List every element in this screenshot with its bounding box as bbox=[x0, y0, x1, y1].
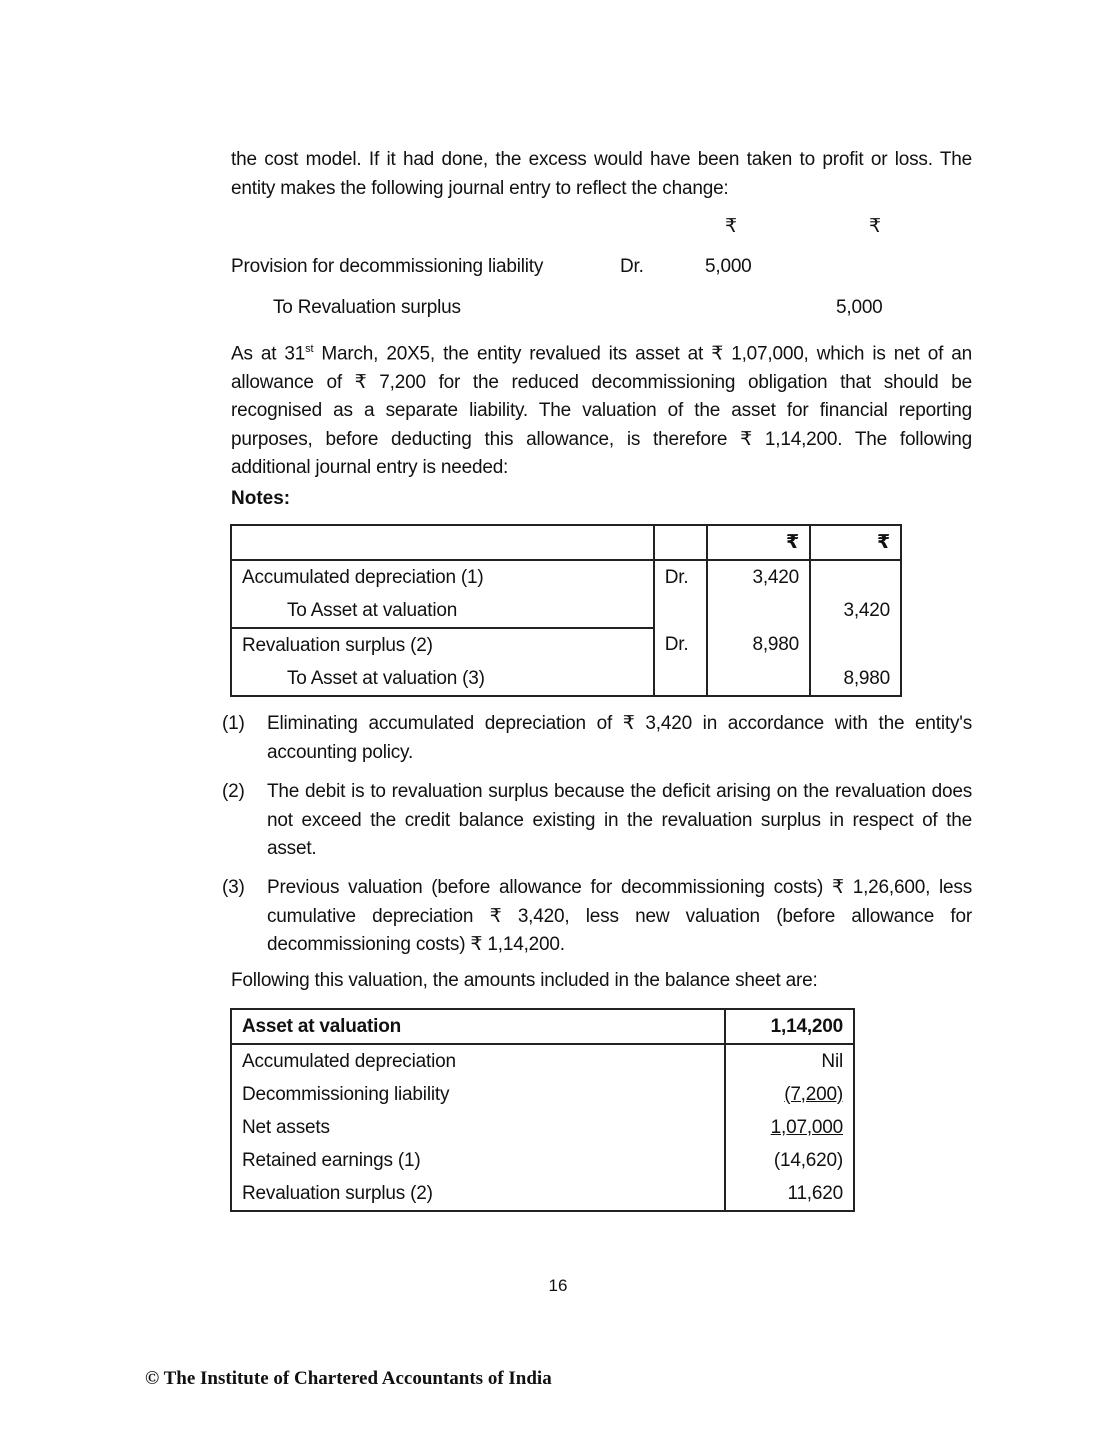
footnote-number: (3) bbox=[222, 877, 245, 898]
journal-row-debit: 3,420 bbox=[707, 560, 810, 594]
balance-row bbox=[231, 1044, 854, 1078]
journal1-row1-account: Provision for decommissioning liability bbox=[231, 256, 544, 277]
journal-row-credit bbox=[810, 560, 901, 594]
balance-row-label: Revaluation surplus (2) bbox=[231, 1177, 725, 1211]
revaluation-paragraph bbox=[231, 335, 972, 483]
balance-row-value: (14,620) bbox=[725, 1144, 854, 1177]
balance-row-label: Decommissioning liability bbox=[231, 1078, 725, 1111]
journal1-row2-amount: 5,000 bbox=[836, 297, 883, 318]
journal1-row1-amount: 5,000 bbox=[705, 256, 752, 277]
footnote-text: Previous valuation (before allowance for decommissioning costs) ₹ 1,26,600, less cumulative depreciation ₹ 3,420, less new valuation (before allowance for decommissioning costs) ₹ 1,14,200. bbox=[267, 877, 972, 955]
footnote-2 bbox=[222, 778, 972, 864]
balance-row bbox=[231, 1177, 854, 1211]
journal-row-debit: 8,980 bbox=[707, 628, 810, 662]
balance-row bbox=[231, 1009, 854, 1044]
balance-row bbox=[231, 1078, 854, 1111]
journal-row-account: Revaluation surplus (2) bbox=[231, 628, 654, 662]
journal-header-debit: ₹ bbox=[707, 525, 810, 560]
journal-header-credit: ₹ bbox=[810, 525, 901, 560]
balance-row-value bbox=[725, 1111, 854, 1144]
journal-row-dr bbox=[654, 662, 707, 696]
balance-row-value: Nil bbox=[725, 1044, 854, 1078]
balance-row-value bbox=[725, 1078, 854, 1111]
journal1-currency-credit: ₹ bbox=[869, 216, 881, 237]
balance-row-value-text: 1,07,000 bbox=[770, 1116, 843, 1138]
journal-row-dr bbox=[654, 594, 707, 628]
balance-sheet-table bbox=[230, 1008, 855, 1212]
page-number: 16 bbox=[548, 1276, 568, 1295]
journal-row-debit bbox=[707, 662, 810, 696]
balance-row-label: Retained earnings (1) bbox=[231, 1144, 725, 1177]
footer-copyright: © The Institute of Chartered Accountants of India bbox=[145, 1368, 552, 1389]
balance-row-label: Net assets bbox=[231, 1111, 725, 1144]
balance-row-value-text: (7,200) bbox=[784, 1083, 843, 1105]
journal-row-account: Accumulated depreciation (1) bbox=[231, 560, 654, 594]
notes-heading: Notes: bbox=[231, 488, 291, 509]
journal-row-dr: Dr. bbox=[654, 560, 707, 594]
journal-row-credit: 8,980 bbox=[810, 662, 901, 696]
journal-row bbox=[231, 662, 901, 696]
footnote-text: The debit is to revaluation surplus because the deficit arising on the revaluation does not exceed the credit balance existing in the revaluation surplus in respect of the asset. bbox=[267, 781, 972, 859]
balance-row bbox=[231, 1111, 854, 1144]
journal-entry-table bbox=[230, 524, 902, 697]
balance-row bbox=[231, 1144, 854, 1177]
balance-row-label: Asset at valuation bbox=[231, 1009, 725, 1044]
journal-row-account: To Asset at valuation bbox=[231, 594, 654, 628]
journal-row-credit: 3,420 bbox=[810, 594, 901, 628]
footnote-number: (1) bbox=[222, 713, 245, 734]
journal-row bbox=[231, 628, 901, 662]
balance-intro: Following this valuation, the amounts included in the balance sheet are: bbox=[231, 970, 818, 991]
journal1-currency-debit: ₹ bbox=[725, 216, 737, 237]
journal-row-debit bbox=[707, 594, 810, 628]
journal-row-credit bbox=[810, 628, 901, 662]
journal-header-row bbox=[231, 525, 901, 560]
balance-row-value: 1,14,200 bbox=[725, 1009, 854, 1044]
journal-row bbox=[231, 560, 901, 594]
journal1-row1-dr: Dr. bbox=[620, 256, 644, 277]
footnote-3 bbox=[222, 874, 972, 960]
journal-header-dr bbox=[654, 525, 707, 560]
journal-row-account: To Asset at valuation (3) bbox=[231, 662, 654, 696]
journal-header-account bbox=[231, 525, 654, 560]
journal-row-dr: Dr. bbox=[654, 628, 707, 662]
revaluation-superscript: st bbox=[305, 343, 314, 355]
revaluation-prefix: As at 31 bbox=[231, 343, 306, 365]
footnote-1 bbox=[222, 710, 972, 767]
journal-row bbox=[231, 594, 901, 628]
revaluation-text: March, 20X5, the entity revalued its asset at ₹ 1,07,000, which is net of an allowance of ₹ 7,200 for the reduced decommissioning obligation that should be recognised as a separate liability. The valuation of the asset for financial reporting purposes, before deducting this allowance, is therefore ₹ 1,14,200. The following additional journal entry is needed: bbox=[231, 343, 972, 479]
footnote-text: Eliminating accumulated depreciation of ₹ 3,420 in accordance with the entity's accounting policy. bbox=[267, 713, 972, 763]
footnote-number: (2) bbox=[222, 781, 245, 802]
intro-paragraph: the cost model. If it had done, the excess would have been taken to profit or loss. The entity makes the following journal entry to reflect the change: bbox=[231, 149, 972, 199]
journal1-row2-account: To Revaluation surplus bbox=[273, 297, 461, 318]
balance-row-value: 11,620 bbox=[725, 1177, 854, 1211]
balance-row-label: Accumulated depreciation bbox=[231, 1044, 725, 1078]
